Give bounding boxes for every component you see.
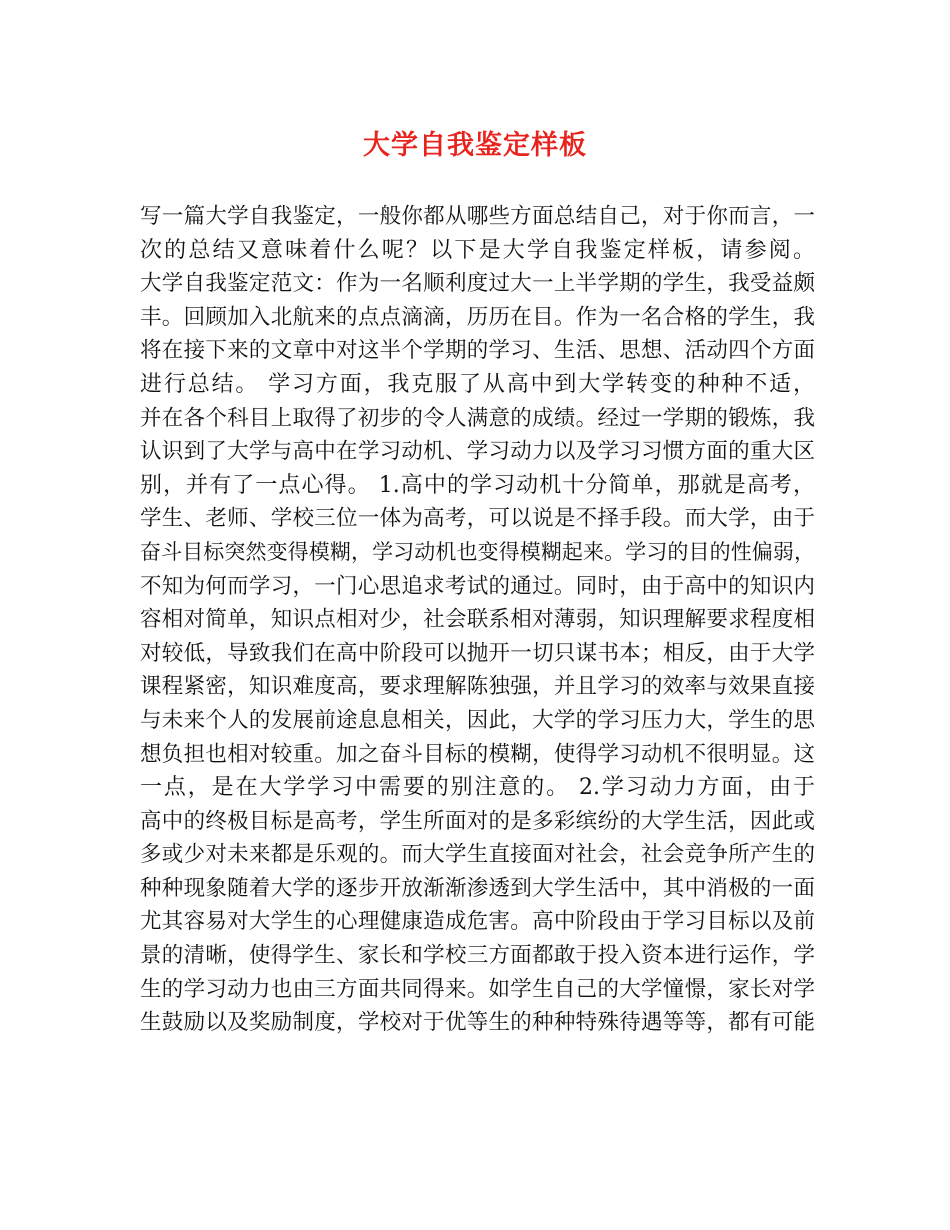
paragraph-line: 奋斗目标突然变得模糊，学习动机也变得模糊起来。学习的目的性偏弱， bbox=[140, 539, 815, 564]
paragraph-line: 尤其容易对大学生的心理健康造成危害。高中阶段由于学习目标以及前 bbox=[140, 909, 815, 935]
document-title: 大学自我鉴定样板 bbox=[363, 130, 587, 161]
paragraph-line: 多或少对未来都是乐观的。而大学生直接面对社会，社会竞争所产生的 bbox=[140, 842, 815, 868]
paragraph-line: 写一篇大学自我鉴定，一般你都从哪些方面总结自己，对于你而言，一 bbox=[140, 204, 815, 229]
paragraph-line: 高中的终极目标是高考，学生所面对的是多彩缤纷的大学生活，因此或 bbox=[140, 808, 815, 834]
document-body bbox=[140, 200, 815, 1040]
paragraph-line: 生鼓励以及奖励制度，学校对于优等生的种种特殊待遇等等，都有可能 bbox=[140, 1010, 815, 1036]
paragraph-line: 一点，是在大学学习中需要的别注意的。 2.学习动力方面，由于 bbox=[140, 775, 815, 801]
paragraph-line: 次的总结又意味着什么呢？以下是大学自我鉴定样板，请参阅。 bbox=[140, 237, 815, 263]
paragraph-line: 不知为何而学习，一门心思追求考试的通过。同时，由于高中的知识内 bbox=[140, 573, 815, 599]
paragraph-line: 生的学习动力也由三方面共同得来。如学生自己的大学憧憬，家长对学 bbox=[140, 976, 815, 1002]
paragraph-line: 进行总结。 学习方面，我克服了从高中到大学转变的种种不适， bbox=[140, 371, 815, 397]
paragraph-line: 将在接下来的文章中对这半个学期的学习、生活、思想、活动四个方面 bbox=[140, 338, 815, 364]
paragraph-line: 想负担也相对较重。加之奋斗目标的模糊，使得学习动机不很明显。这 bbox=[140, 741, 815, 767]
paragraph-line: 种种现象随着大学的逐步开放渐渐渗透到大学生活中，其中消极的一面 bbox=[140, 875, 815, 901]
paragraph-line: 课程紧密，知识难度高，要求理解陈独强，并且学习的效率与效果直接 bbox=[140, 674, 815, 700]
paragraph-line: 学生、老师、学校三位一体为高考，可以说是不择手段。而大学，由于 bbox=[140, 506, 815, 532]
paragraph-line: 容相对简单，知识点相对少，社会联系相对薄弱，知识理解要求程度相 bbox=[140, 607, 815, 633]
paragraph-line: 认识到了大学与高中在学习动机、学习动力以及学习习惯方面的重大区 bbox=[140, 439, 815, 465]
paragraph-line: 景的清晰，使得学生、家长和学校三方面都敢于投入资本进行运作，学 bbox=[140, 943, 815, 969]
paragraph-line: 并在各个科目上取得了初步的令人满意的成绩。经过一学期的锻炼，我 bbox=[140, 405, 815, 431]
paragraph-line: 丰。回顾加入北航来的点点滴滴，历历在目。作为一名合格的学生，我 bbox=[140, 304, 815, 330]
paragraph-line: 与未来个人的发展前途息息相关，因此，大学的学习压力大，学生的思 bbox=[140, 707, 815, 733]
paragraph-line: 别，并有了一点心得。 1.高中的学习动机十分简单，那就是高考， bbox=[140, 472, 815, 498]
paragraph-line: 大学自我鉴定范文：作为一名顺利度过大一上半学期的学生，我受益颇 bbox=[140, 271, 815, 297]
paragraph-line: 对较低，导致我们在高中阶段可以抛开一切只谋书本；相反，由于大学 bbox=[140, 640, 815, 666]
